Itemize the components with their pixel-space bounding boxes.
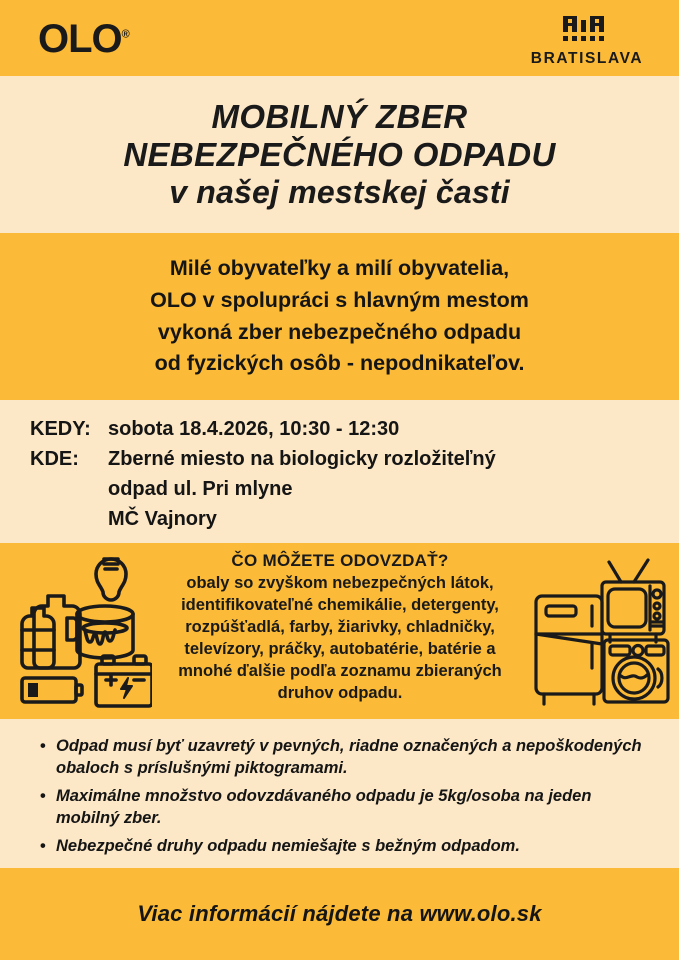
intro-line-4: od fyzických osôb - nepodnikateľov. [154,351,525,376]
accepted-items-line-3: rozpúšťadlá, farby, žiarivky, chladničky, [185,617,495,636]
accepted-items-text [128,551,552,705]
washing-machine-icon [604,640,668,702]
aa-battery-icon [22,678,82,702]
poster-title-line-3: v našej mestskej časti [169,174,510,211]
rule-item [40,785,645,830]
where-row [30,444,679,474]
bratislava-logo-label: BRATISLAVA [530,50,644,67]
when-row [30,414,679,444]
rule-bullet-icon: • [40,737,46,755]
accepted-items-line-4: televízory, práčky, autobatérie, batérie a [184,639,496,658]
olo-logo [38,19,130,59]
title-band [0,76,679,233]
rule-text: Nebezpečné druhy odpadu nemiešajte s bežným odpadom. [56,836,520,855]
accepted-items-line-2: identifikovateľné chemikálie, detergenty, [181,595,499,614]
rules-band [0,719,679,868]
when-label: KEDY: [30,418,91,440]
rule-bullet-icon: • [40,836,46,855]
rule-item [40,735,645,780]
where-value: Zberné miesto na biologicky rozložiteľný [108,448,496,470]
intro-line-2: OLO v spolupráci s hlavným mestom [150,287,529,312]
accepted-items-heading: ČO MÔŽETE ODOVZDAŤ? [231,551,449,570]
rule-text: Odpad musí byť uzavretý v pevných, riadne označených a nepoškodených obaloch s príslušnými piktogramami. [56,737,642,778]
poster-title-line-1: MOBILNÝ ZBER [211,97,468,135]
where-value-line-3: MČ Vajnory [108,508,217,530]
when-value: sobota 18.4.2026, 10:30 - 12:30 [108,418,400,440]
accepted-items-line-1: obaly so zvyškom nebezpečných látok, [186,574,494,592]
television-icon [602,560,664,642]
chemical-bottle-icon [22,608,54,668]
right-icon-group [524,556,674,712]
intro-line-1: Milé obyvateľky a milí obyvatelia, [169,255,510,280]
appliance-illustrations-right [524,556,674,717]
when-where-band [0,400,679,543]
olo-logo-text: OLO [38,17,122,61]
bratislava-logo [517,14,657,68]
rule-bullet-icon: • [40,786,46,805]
rule-item [40,835,645,857]
where-value-line-2: odpad ul. Pri mlyne [108,478,293,500]
intro-line-3: vykoná zber nebezpečného odpadu [157,319,522,344]
bratislava-castle-icon [561,14,613,44]
light-bulb-icon [96,559,126,600]
header-band [0,0,679,76]
refrigerator-icon [536,596,602,704]
paint-can-icon [77,606,133,658]
footer-band [0,868,679,960]
rule-text: Maximálne množstvo odovzdávaného odpadu je 5kg/osoba na jeden mobilný zber. [56,786,592,828]
poster-title-line-2: NEBEZPEČNÉHO ODPADU [123,135,556,173]
accepted-items-line-5: mnohé ďalšie podľa zoznamu zbieraných [178,661,502,680]
where-label: KDE: [30,448,79,470]
olo-trademark-symbol: ® [121,28,130,41]
intro-band [0,233,679,400]
accepted-items-line-6: druhov odpadu. [277,683,403,702]
footer-more-info-text: Viac informácií nájdete na www.olo.sk [137,901,542,926]
